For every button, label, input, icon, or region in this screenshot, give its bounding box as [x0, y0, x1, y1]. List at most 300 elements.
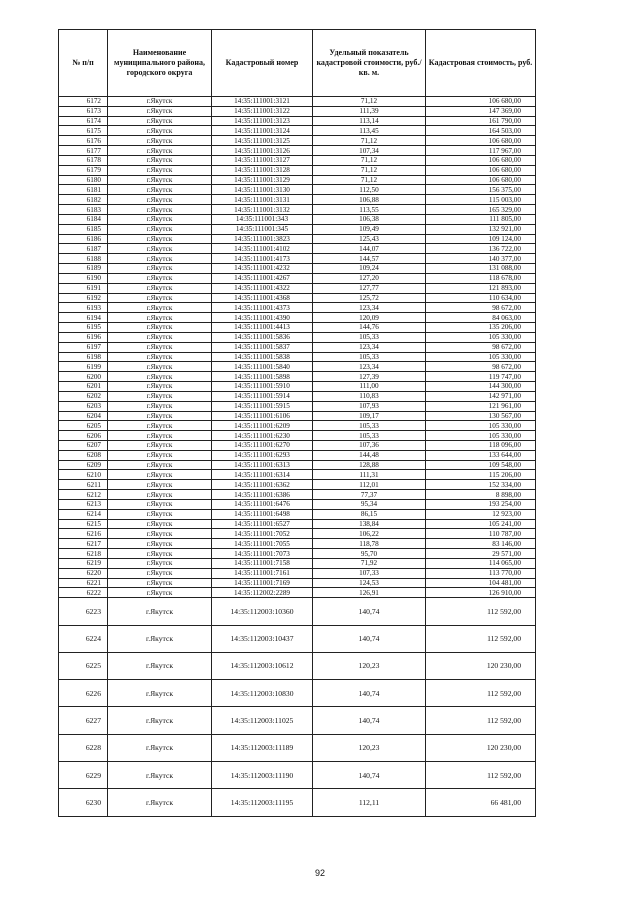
table-row [59, 303, 536, 313]
specific-value-cell: 124,53 [313, 578, 426, 588]
specific-value-cell: 113,14 [313, 116, 426, 126]
cadastral-value-cell: 152 334,00 [426, 480, 536, 490]
municipality-cell: г.Якутск [108, 625, 212, 652]
cadastral-value-cell: 106 680,00 [426, 175, 536, 185]
row-number-cell: 6213 [59, 499, 108, 509]
table-row [59, 136, 536, 146]
table-row [59, 411, 536, 421]
cadastral-value-cell: 121 893,00 [426, 283, 536, 293]
municipality-cell: г.Якутск [108, 97, 212, 107]
municipality-cell: г.Якутск [108, 264, 212, 274]
cadastral-value-cell: 165 329,00 [426, 205, 536, 215]
municipality-cell: г.Якутск [108, 372, 212, 382]
municipality-cell: г.Якутск [108, 214, 212, 224]
cadastral-number-cell: 14:35:111001:4173 [212, 254, 313, 264]
cadastral-value-cell: 113 770,00 [426, 568, 536, 578]
specific-value-cell: 105,33 [313, 332, 426, 342]
specific-value-cell: 111,00 [313, 382, 426, 392]
table-row [59, 539, 536, 549]
municipality-cell: г.Якутск [108, 762, 212, 789]
cadastral-number-cell: 14:35:111001:7052 [212, 529, 313, 539]
row-number-cell: 6193 [59, 303, 108, 313]
specific-value-cell: 107,36 [313, 440, 426, 450]
cadastral-value-cell: 135 206,00 [426, 323, 536, 333]
municipality-cell: г.Якутск [108, 273, 212, 283]
table-row [59, 372, 536, 382]
municipality-cell: г.Якутск [108, 234, 212, 244]
cadastral-value-cell: 109 548,00 [426, 460, 536, 470]
table-row [59, 625, 536, 652]
cadastral-number-cell: 14:35:111001:6386 [212, 490, 313, 500]
cadastral-number-cell: 14:35:111001:3125 [212, 136, 313, 146]
row-number-cell: 6217 [59, 539, 108, 549]
municipality-cell: г.Якутск [108, 205, 212, 215]
specific-value-cell: 106,88 [313, 195, 426, 205]
table-row [59, 431, 536, 441]
cadastral-value-cell: 83 146,00 [426, 539, 536, 549]
municipality-cell: г.Якутск [108, 332, 212, 342]
cadastral-value-cell: 104 481,00 [426, 578, 536, 588]
row-number-cell: 6220 [59, 568, 108, 578]
specific-value-cell: 109,49 [313, 224, 426, 234]
row-number-cell: 6218 [59, 549, 108, 559]
cadastral-value-cell: 120 230,00 [426, 652, 536, 679]
table-row [59, 480, 536, 490]
specific-value-cell: 71,12 [313, 136, 426, 146]
specific-value-cell: 123,34 [313, 342, 426, 352]
row-number-cell: 6208 [59, 450, 108, 460]
cadastral-value-cell: 112 592,00 [426, 625, 536, 652]
cadastral-number-cell: 14:35:112002:2289 [212, 588, 313, 598]
row-number-cell: 6216 [59, 529, 108, 539]
specific-value-cell: 140,74 [313, 680, 426, 707]
cadastral-number-cell: 14:35:111001:6476 [212, 499, 313, 509]
table-row [59, 342, 536, 352]
cadastral-value-cell: 118 678,00 [426, 273, 536, 283]
row-number-cell: 6199 [59, 362, 108, 372]
cadastral-number-cell: 14:35:112003:10437 [212, 625, 313, 652]
municipality-cell: г.Якутск [108, 303, 212, 313]
cadastral-number-cell: 14:35:112003:11190 [212, 762, 313, 789]
row-number-cell: 6178 [59, 155, 108, 165]
municipality-cell: г.Якутск [108, 136, 212, 146]
cadastral-number-cell: 14:35:111001:5840 [212, 362, 313, 372]
cadastral-number-cell: 14:35:111001:7158 [212, 558, 313, 568]
cadastral-value-cell: 110 634,00 [426, 293, 536, 303]
cadastral-value-cell: 106 680,00 [426, 136, 536, 146]
row-number-cell: 6188 [59, 254, 108, 264]
municipality-cell: г.Якутск [108, 598, 212, 625]
table-row [59, 529, 536, 539]
row-number-cell: 6219 [59, 558, 108, 568]
cadastral-number-cell: 14:35:111001:3126 [212, 146, 313, 156]
specific-value-cell: 120,09 [313, 313, 426, 323]
cadastral-value-cell: 117 967,00 [426, 146, 536, 156]
municipality-cell: г.Якутск [108, 352, 212, 362]
cadastral-number-cell: 14:35:111001:3128 [212, 165, 313, 175]
table-row [59, 126, 536, 136]
municipality-cell: г.Якутск [108, 224, 212, 234]
cadastral-number-cell: 14:35:111001:3122 [212, 106, 313, 116]
table-row [59, 490, 536, 500]
header-municipality: Наименование муниципального района, городского округа [108, 30, 212, 97]
specific-value-cell: 106,38 [313, 214, 426, 224]
cadastral-value-cell: 142 971,00 [426, 391, 536, 401]
cadastral-number-cell: 14:35:111001:4368 [212, 293, 313, 303]
table-row [59, 707, 536, 734]
municipality-cell: г.Якутск [108, 519, 212, 529]
municipality-cell: г.Якутск [108, 460, 212, 470]
specific-value-cell: 120,23 [313, 652, 426, 679]
table-row [59, 264, 536, 274]
row-number-cell: 6174 [59, 116, 108, 126]
municipality-cell: г.Якутск [108, 185, 212, 195]
row-number-cell: 6172 [59, 97, 108, 107]
specific-value-cell: 127,77 [313, 283, 426, 293]
cadastral-value-cell: 164 503,00 [426, 126, 536, 136]
cadastral-number-cell: 14:35:111001:6209 [212, 421, 313, 431]
specific-value-cell: 112,01 [313, 480, 426, 490]
table-row [59, 568, 536, 578]
table-row [59, 205, 536, 215]
specific-value-cell: 110,83 [313, 391, 426, 401]
cadastral-value-cell: 144 300,00 [426, 382, 536, 392]
cadastral-number-cell: 14:35:112003:10612 [212, 652, 313, 679]
specific-value-cell: 125,72 [313, 293, 426, 303]
row-number-cell: 6204 [59, 411, 108, 421]
row-number-cell: 6201 [59, 382, 108, 392]
row-number-cell: 6214 [59, 509, 108, 519]
cadastral-value-cell: 156 375,00 [426, 185, 536, 195]
specific-value-cell: 123,34 [313, 303, 426, 313]
cadastral-value-cell: 131 088,00 [426, 264, 536, 274]
cadastral-number-cell: 14:35:111001:6106 [212, 411, 313, 421]
cadastral-number-cell: 14:35:111001:6362 [212, 480, 313, 490]
row-number-cell: 6203 [59, 401, 108, 411]
table-row [59, 146, 536, 156]
cadastral-value-cell: 140 377,00 [426, 254, 536, 264]
cadastral-value-cell: 112 592,00 [426, 680, 536, 707]
cadastral-value-cell: 84 063,00 [426, 313, 536, 323]
row-number-cell: 6202 [59, 391, 108, 401]
specific-value-cell: 144,48 [313, 450, 426, 460]
cadastral-value-cell: 121 961,00 [426, 401, 536, 411]
row-number-cell: 6212 [59, 490, 108, 500]
cadastral-number-cell: 14:35:111001:3129 [212, 175, 313, 185]
municipality-cell: г.Якутск [108, 450, 212, 460]
cadastral-number-cell: 14:35:111001:6527 [212, 519, 313, 529]
cadastral-value-cell: 98 672,00 [426, 303, 536, 313]
cadastral-value-cell: 8 898,00 [426, 490, 536, 500]
row-number-cell: 6205 [59, 421, 108, 431]
cadastral-number-cell: 14:35:111001:7055 [212, 539, 313, 549]
specific-value-cell: 95,34 [313, 499, 426, 509]
cadastral-value-cell: 109 124,00 [426, 234, 536, 244]
row-number-cell: 6183 [59, 205, 108, 215]
table-row [59, 789, 536, 816]
specific-value-cell: 140,74 [313, 598, 426, 625]
cadastral-value-cell: 112 592,00 [426, 707, 536, 734]
specific-value-cell: 126,91 [313, 588, 426, 598]
table-row [59, 421, 536, 431]
cadastral-value-cell: 110 787,00 [426, 529, 536, 539]
specific-value-cell: 113,45 [313, 126, 426, 136]
specific-value-cell: 144,76 [313, 323, 426, 333]
header-cadastral-number: Кадастровый номер [212, 30, 313, 97]
row-number-cell: 6211 [59, 480, 108, 490]
specific-value-cell: 138,84 [313, 519, 426, 529]
row-number-cell: 6215 [59, 519, 108, 529]
row-number-cell: 6184 [59, 214, 108, 224]
municipality-cell: г.Якутск [108, 509, 212, 519]
cadastral-number-cell: 14:35:111001:6230 [212, 431, 313, 441]
cadastral-value-table [58, 29, 536, 817]
cadastral-number-cell: 14:35:111001:5837 [212, 342, 313, 352]
municipality-cell: г.Якутск [108, 342, 212, 352]
table-row [59, 598, 536, 625]
cadastral-value-cell: 106 680,00 [426, 165, 536, 175]
table-row [59, 470, 536, 480]
specific-value-cell: 144,57 [313, 254, 426, 264]
cadastral-number-cell: 14:35:112003:11195 [212, 789, 313, 816]
specific-value-cell: 107,33 [313, 568, 426, 578]
specific-value-cell: 112,11 [313, 789, 426, 816]
municipality-cell: г.Якутск [108, 539, 212, 549]
row-number-cell: 6177 [59, 146, 108, 156]
cadastral-value-cell: 126 910,00 [426, 588, 536, 598]
specific-value-cell: 140,74 [313, 625, 426, 652]
municipality-cell: г.Якутск [108, 323, 212, 333]
table-row [59, 362, 536, 372]
table-row [59, 313, 536, 323]
table-row [59, 244, 536, 254]
cadastral-value-cell: 136 722,00 [426, 244, 536, 254]
cadastral-value-cell: 118 096,00 [426, 440, 536, 450]
table-row [59, 116, 536, 126]
municipality-cell: г.Якутск [108, 244, 212, 254]
municipality-cell: г.Якутск [108, 558, 212, 568]
municipality-cell: г.Якутск [108, 411, 212, 421]
municipality-cell: г.Якутск [108, 680, 212, 707]
specific-value-cell: 95,70 [313, 549, 426, 559]
row-number-cell: 6196 [59, 332, 108, 342]
municipality-cell: г.Якутск [108, 254, 212, 264]
municipality-cell: г.Якутск [108, 568, 212, 578]
cadastral-number-cell: 14:35:111001:7161 [212, 568, 313, 578]
specific-value-cell: 118,78 [313, 539, 426, 549]
table-row [59, 165, 536, 175]
specific-value-cell: 71,12 [313, 97, 426, 107]
table-row [59, 332, 536, 342]
cadastral-number-cell: 14:35:111001:3121 [212, 97, 313, 107]
row-number-cell: 6194 [59, 313, 108, 323]
row-number-cell: 6181 [59, 185, 108, 195]
cadastral-value-cell: 132 921,00 [426, 224, 536, 234]
table-body [59, 97, 536, 817]
specific-value-cell: 111,31 [313, 470, 426, 480]
cadastral-number-cell: 14:35:111001:6313 [212, 460, 313, 470]
cadastral-value-cell: 106 680,00 [426, 97, 536, 107]
cadastral-number-cell: 14:35:111001:7169 [212, 578, 313, 588]
specific-value-cell: 127,20 [313, 273, 426, 283]
cadastral-value-cell: 98 672,00 [426, 342, 536, 352]
municipality-cell: г.Якутск [108, 165, 212, 175]
table-row [59, 283, 536, 293]
table-row [59, 460, 536, 470]
specific-value-cell: 127,39 [313, 372, 426, 382]
table-row [59, 391, 536, 401]
municipality-cell: г.Якутск [108, 734, 212, 761]
cadastral-value-cell: 114 065,00 [426, 558, 536, 568]
table-row [59, 440, 536, 450]
cadastral-number-cell: 14:35:111001:5915 [212, 401, 313, 411]
cadastral-number-cell: 14:35:111001:4413 [212, 323, 313, 333]
cadastral-number-cell: 14:35:112003:10830 [212, 680, 313, 707]
row-number-cell: 6173 [59, 106, 108, 116]
cadastral-number-cell: 14:35:111001:345 [212, 224, 313, 234]
cadastral-number-cell: 14:35:111001:4322 [212, 283, 313, 293]
row-number-cell: 6200 [59, 372, 108, 382]
specific-value-cell: 111,39 [313, 106, 426, 116]
municipality-cell: г.Якутск [108, 401, 212, 411]
row-number-cell: 6221 [59, 578, 108, 588]
municipality-cell: г.Якутск [108, 283, 212, 293]
page-number: 92 [314, 868, 325, 878]
municipality-cell: г.Якутск [108, 470, 212, 480]
cadastral-number-cell: 14:35:111001:6314 [212, 470, 313, 480]
specific-value-cell: 128,88 [313, 460, 426, 470]
municipality-cell: г.Якутск [108, 652, 212, 679]
table-row [59, 97, 536, 107]
cadastral-value-cell: 66 481,00 [426, 789, 536, 816]
specific-value-cell: 125,43 [313, 234, 426, 244]
cadastral-value-cell: 130 567,00 [426, 411, 536, 421]
header-specific-value: Удельный показатель кадастровой стоимости, руб./кв. м. [313, 30, 426, 97]
municipality-cell: г.Якутск [108, 146, 212, 156]
row-number-cell: 6230 [59, 789, 108, 816]
specific-value-cell: 105,33 [313, 421, 426, 431]
table-row [59, 185, 536, 195]
cadastral-value-cell: 112 592,00 [426, 762, 536, 789]
table-row [59, 224, 536, 234]
specific-value-cell: 123,34 [313, 362, 426, 372]
table-row [59, 195, 536, 205]
row-number-cell: 6210 [59, 470, 108, 480]
table-row [59, 578, 536, 588]
row-number-cell: 6206 [59, 431, 108, 441]
table-row [59, 734, 536, 761]
cadastral-value-cell: 112 592,00 [426, 598, 536, 625]
cadastral-number-cell: 14:35:111001:3131 [212, 195, 313, 205]
cadastral-value-cell: 29 571,00 [426, 549, 536, 559]
specific-value-cell: 71,12 [313, 165, 426, 175]
municipality-cell: г.Якутск [108, 126, 212, 136]
table-row [59, 519, 536, 529]
municipality-cell: г.Якутск [108, 293, 212, 303]
municipality-cell: г.Якутск [108, 116, 212, 126]
row-number-cell: 6223 [59, 598, 108, 625]
municipality-cell: г.Якутск [108, 382, 212, 392]
table-row [59, 588, 536, 598]
cadastral-number-cell: 14:35:111001:3123 [212, 116, 313, 126]
cadastral-number-cell: 14:35:111001:4232 [212, 264, 313, 274]
table-row [59, 450, 536, 460]
specific-value-cell: 105,33 [313, 431, 426, 441]
cadastral-value-cell: 105 330,00 [426, 421, 536, 431]
specific-value-cell: 109,24 [313, 264, 426, 274]
cadastral-number-cell: 14:35:111001:3124 [212, 126, 313, 136]
municipality-cell: г.Якутск [108, 480, 212, 490]
municipality-cell: г.Якутск [108, 362, 212, 372]
cadastral-value-cell: 115 003,00 [426, 195, 536, 205]
municipality-cell: г.Якутск [108, 578, 212, 588]
municipality-cell: г.Якутск [108, 499, 212, 509]
row-number-cell: 6229 [59, 762, 108, 789]
cadastral-value-cell: 98 672,00 [426, 362, 536, 372]
cadastral-number-cell: 14:35:111001:5898 [212, 372, 313, 382]
table-row [59, 509, 536, 519]
specific-value-cell: 107,93 [313, 401, 426, 411]
municipality-cell: г.Якутск [108, 549, 212, 559]
specific-value-cell: 109,17 [313, 411, 426, 421]
specific-value-cell: 71,12 [313, 155, 426, 165]
cadastral-number-cell: 14:35:111001:5910 [212, 382, 313, 392]
cadastral-value-cell: 133 644,00 [426, 450, 536, 460]
municipality-cell: г.Якутск [108, 707, 212, 734]
cadastral-number-cell: 14:35:111001:4267 [212, 273, 313, 283]
table-row [59, 106, 536, 116]
row-number-cell: 6197 [59, 342, 108, 352]
row-number-cell: 6222 [59, 588, 108, 598]
municipality-cell: г.Якутск [108, 106, 212, 116]
cadastral-number-cell: 14:35:111001:5836 [212, 332, 313, 342]
municipality-cell: г.Якутск [108, 195, 212, 205]
row-number-cell: 6176 [59, 136, 108, 146]
cadastral-value-cell: 147 369,00 [426, 106, 536, 116]
cadastral-number-cell: 14:35:111001:4373 [212, 303, 313, 313]
cadastral-number-cell: 14:35:111001:4390 [212, 313, 313, 323]
header-row-number: № п/п [59, 30, 108, 97]
table-row [59, 762, 536, 789]
cadastral-number-cell: 14:35:111001:4102 [212, 244, 313, 254]
table-row [59, 558, 536, 568]
cadastral-number-cell: 14:35:111001:343 [212, 214, 313, 224]
row-number-cell: 6209 [59, 460, 108, 470]
cadastral-number-cell: 14:35:111001:5838 [212, 352, 313, 362]
table-row [59, 382, 536, 392]
specific-value-cell: 113,55 [313, 205, 426, 215]
row-number-cell: 6180 [59, 175, 108, 185]
table-row [59, 155, 536, 165]
cadastral-number-cell: 14:35:111001:3127 [212, 155, 313, 165]
municipality-cell: г.Якутск [108, 789, 212, 816]
cadastral-number-cell: 14:35:111001:3132 [212, 205, 313, 215]
cadastral-value-cell: 120 230,00 [426, 734, 536, 761]
municipality-cell: г.Якутск [108, 391, 212, 401]
cadastral-number-cell: 14:35:112003:11189 [212, 734, 313, 761]
cadastral-value-cell: 105 330,00 [426, 332, 536, 342]
cadastral-number-cell: 14:35:111001:6270 [212, 440, 313, 450]
municipality-cell: г.Якутск [108, 588, 212, 598]
cadastral-number-cell: 14:35:111001:5914 [212, 391, 313, 401]
row-number-cell: 6179 [59, 165, 108, 175]
cadastral-value-cell: 119 747,00 [426, 372, 536, 382]
cadastral-value-cell: 105 330,00 [426, 431, 536, 441]
municipality-cell: г.Якутск [108, 431, 212, 441]
row-number-cell: 6195 [59, 323, 108, 333]
cadastral-value-cell: 111 805,00 [426, 214, 536, 224]
table-row [59, 680, 536, 707]
